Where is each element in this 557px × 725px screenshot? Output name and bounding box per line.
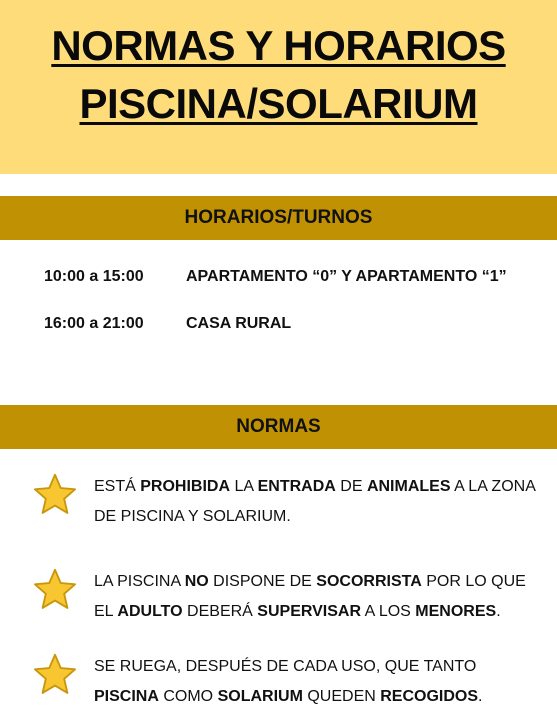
rule-text	[94, 652, 544, 712]
rule-text-segment: .	[496, 603, 501, 620]
rule-text-segment: DE	[335, 478, 367, 495]
rule-text-segment: LA PISCINA	[94, 573, 185, 590]
rule-text-segment: COMO	[158, 688, 218, 705]
schedule-heading: HORARIOS/TURNOS	[0, 196, 557, 240]
rule-keyword: NO	[184, 573, 209, 590]
rule-text-segment: LA	[230, 478, 258, 495]
rule-keyword: SOCORRISTA	[316, 573, 422, 590]
rule-text-segment: POR LO QUE EL	[94, 573, 526, 620]
rule-text	[94, 567, 544, 627]
star-icon	[32, 472, 78, 518]
rule-keyword: MENORES	[415, 603, 497, 620]
rule-keyword: ADULTO	[117, 603, 183, 620]
star-icon	[32, 567, 78, 613]
rule-keyword: ENTRADA	[257, 478, 336, 495]
schedule-occupant: CASA RURAL	[186, 315, 292, 332]
rule-text-segment: QUEDEN	[302, 688, 381, 705]
rule-keyword: SUPERVISAR	[257, 603, 362, 620]
rule-text-segment: DEBERÁ	[182, 603, 258, 620]
header-banner	[0, 0, 557, 174]
rules-heading: NORMAS	[0, 405, 557, 449]
page-title-line-2: PISCINA/SOLARIUM	[79, 80, 478, 127]
page-title-line-1: NORMAS Y HORARIOS	[51, 22, 506, 69]
rule-keyword: RECOGIDOS	[380, 688, 479, 705]
rule-text-segment: A LOS	[361, 603, 416, 620]
rule-text-segment: A LA ZONA DE PISCINA Y SOLARIUM.	[94, 478, 535, 525]
schedule-time: 16:00 a 21:00	[44, 315, 144, 332]
schedule-occupant: APARTAMENTO “0” Y APARTAMENTO “1”	[186, 268, 507, 285]
rule-text-segment: DISPONE DE	[208, 573, 317, 590]
star-icon	[32, 652, 78, 698]
rule-text-segment: SE RUEGA, DESPUÉS DE CADA USO, QUE TANTO	[94, 658, 477, 675]
rule-text-segment: .	[478, 688, 483, 705]
rule-keyword: ANIMALES	[366, 478, 451, 495]
rule-text-segment: ESTÁ	[94, 478, 141, 495]
schedule-time: 10:00 a 15:00	[44, 268, 144, 285]
rule-keyword: PISCINA	[94, 688, 159, 705]
rule-keyword: SOLARIUM	[217, 688, 303, 705]
rule-keyword: PROHIBIDA	[140, 478, 231, 495]
rule-text	[94, 472, 544, 532]
